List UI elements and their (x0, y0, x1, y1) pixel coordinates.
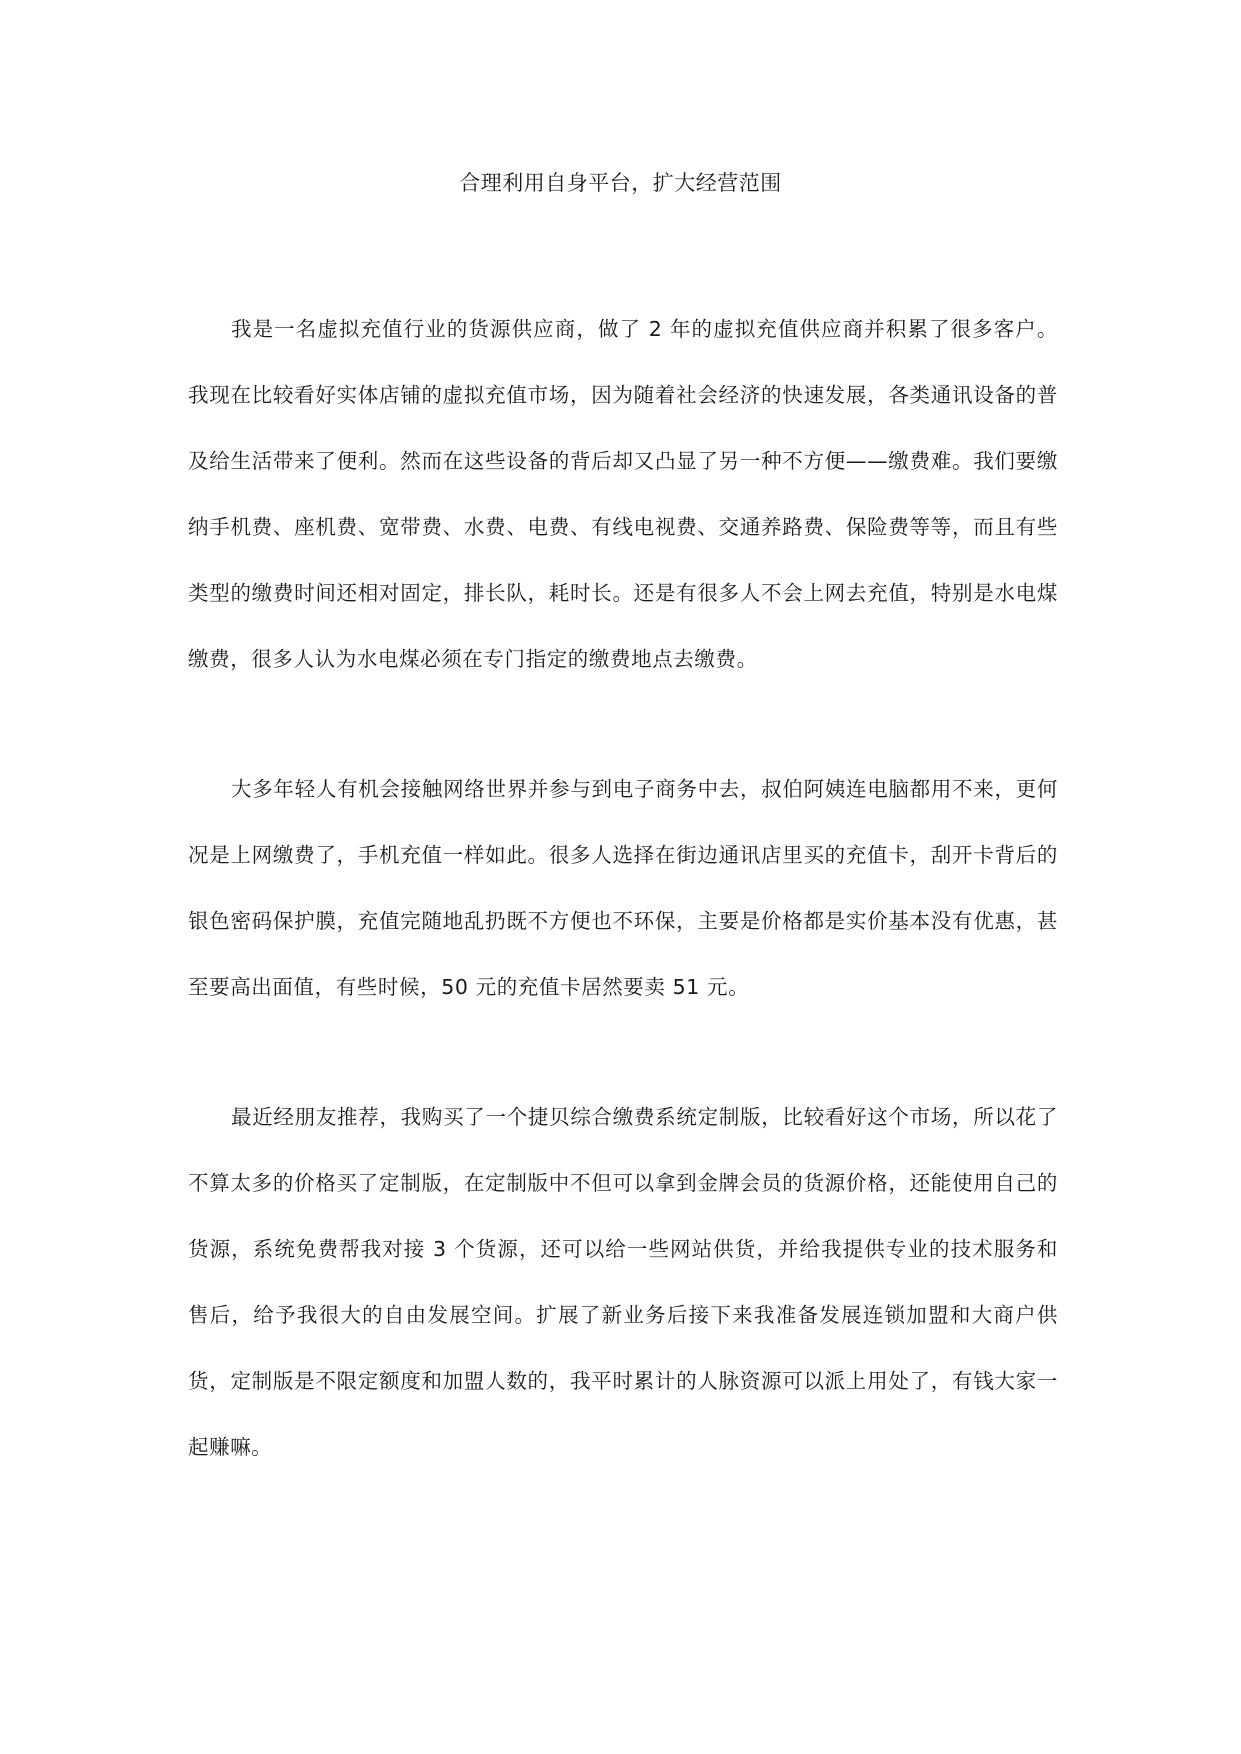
paragraph-1: 我是一名虚拟充值行业的货源供应商，做了 2 年的虚拟充值供应商并积累了很多客户。我现在比较看好实体店铺的虚拟充值市场，因为随着社会经济的快速发展，各类通讯设备的普及给生活带来了便利。然而在这些设备的背后却又凸显了另一种不方便——缴费难。我们要缴纳手机费、座机费、宽带费、水费、电费、有线电视费、交通养路费、保险费等等，而且有些类型的缴费时间还相对固定，排长队，耗时长。还是有很多人不会上网去充值，特别是水电煤缴费，很多人认为水电煤必须在专门指定的缴费地点去缴费。 (188, 317, 1058, 671)
document-body (188, 296, 1058, 1544)
document-title: 合理利用自身平台，扩大经营范围 (459, 171, 782, 195)
paragraph-2: 大多年轻人有机会接触网络世界并参与到电子商务中去，叔伯阿姨连电脑都用不来，更何况是上网缴费了，手机充值一样如此。很多人选择在街边通讯店里买的充值卡，刮开卡背后的银色密码保护膜，充值完随地乱扔既不方便也不环保，主要是价格都是实价基本没有优惠，甚至要高出面值，有些时候，50 元的充值卡居然要卖 51 元。 (188, 777, 1058, 999)
paragraph-3: 最近经朋友推荐，我购买了一个捷贝综合缴费系统定制版，比较看好这个市场，所以花了不算太多的价格买了定制版，在定制版中不但可以拿到金牌会员的货源价格，还能使用自己的货源，系统免费帮我对接 3 个货源，还可以给一些网站供货，并给我提供专业的技术服务和售后，给予我很大的自由发展空间。扩展了新业务后接下来我准备发展连锁加盟和大商户供货，定制版是不限定额度和加盟人数的，我平时累计的人脉资源可以派上用处了，有钱大家一起赚嘛。 (188, 1105, 1058, 1459)
